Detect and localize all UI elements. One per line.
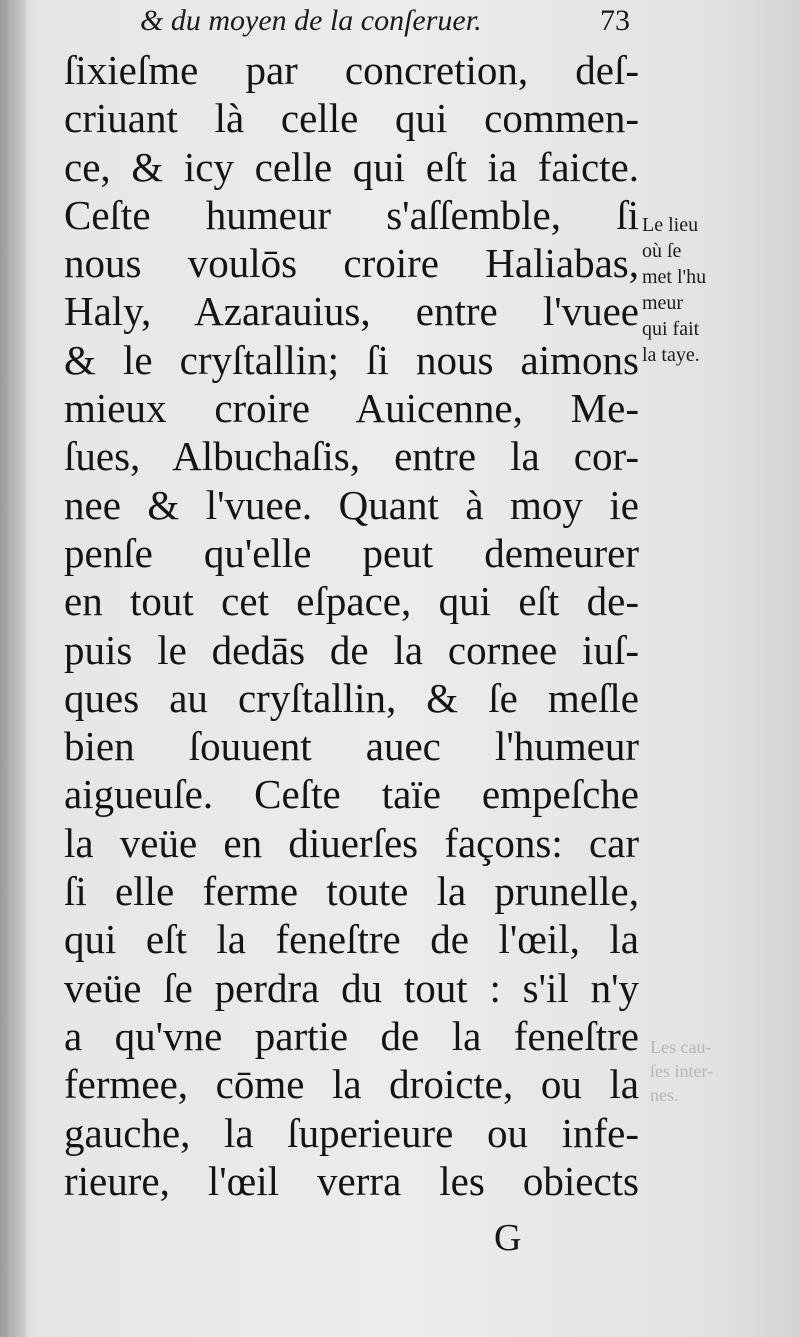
page-gutter <box>0 0 26 1337</box>
text-line: ſues, Albuchaſis, entre la cor- <box>64 433 639 480</box>
marginal-note-line: où ſe <box>642 240 682 262</box>
marginal-note <box>642 212 792 368</box>
text-line: a qu'vne partie de la feneſtre <box>64 1012 639 1059</box>
text-line: nous voulōs croire Haliabas, <box>64 240 639 287</box>
bleed-through-line: nes. <box>650 1085 679 1105</box>
text-line: la veüe en diuerſes façons: car <box>64 819 639 866</box>
text-line: gauche, la ſuperieure ou infe- <box>64 1109 639 1156</box>
bleed-through-line: ſes inter- <box>650 1061 714 1081</box>
text-line: Ceſte humeur s'aſſemble, ſi <box>64 191 639 238</box>
text-line: ques au cryſtallin, & ſe meſle <box>64 674 639 721</box>
marginal-note-line: met l'hu <box>642 266 707 288</box>
running-head <box>140 4 630 38</box>
text-line: fermee, cōme la droicte, ou la <box>64 1061 639 1108</box>
text-line: penſe qu'elle peut demeurer <box>64 529 639 576</box>
text-line: qui eſt la feneſtre de l'œil, la <box>64 916 639 963</box>
text-line: & le cryſtallin; ſi nous aimons <box>64 336 639 383</box>
marginal-note-line: la taye. <box>642 344 700 366</box>
signature-mark: G <box>494 1217 522 1259</box>
text-line: Haly, Azarauius, entre l'vuee <box>64 288 639 335</box>
marginal-note-line: qui fait <box>642 318 700 340</box>
marginal-note-line: Le lieu <box>642 214 699 236</box>
text-line: puis le dedās de la cornee iuſ- <box>64 626 639 673</box>
text-line: veüe ſe perdra du tout : s'il n'y <box>64 964 639 1011</box>
page-number: 73 <box>600 4 630 37</box>
bleed-through-line: Les cau- <box>650 1037 712 1057</box>
marginal-note-line: meur <box>642 292 684 314</box>
text-line: aigueuſe. Ceſte taïe empeſche <box>64 771 639 818</box>
text-line: rieure, l'œil verra les obiects <box>64 1157 639 1204</box>
bleed-through-note <box>650 1035 790 1107</box>
text-line: bien ſouuent auec l'humeur <box>64 723 639 770</box>
running-head-title: & du moyen de la conſeruer. <box>140 4 482 37</box>
body-text <box>64 46 639 1205</box>
text-line: nee & l'vuee. Quant à moy ie <box>64 481 639 528</box>
text-line: ſixieſme par concretion, deſ- <box>64 47 639 93</box>
text-line: criuant là celle qui commen- <box>64 95 639 142</box>
text-line: ce, & icy celle qui eſt ia faicte. <box>64 143 639 190</box>
text-line: en tout cet eſpace, qui eſt de- <box>64 578 639 625</box>
text-line: ſi elle ferme toute la prunelle, <box>64 868 639 915</box>
text-line: mieux croire Auicenne, Me- <box>64 385 639 432</box>
